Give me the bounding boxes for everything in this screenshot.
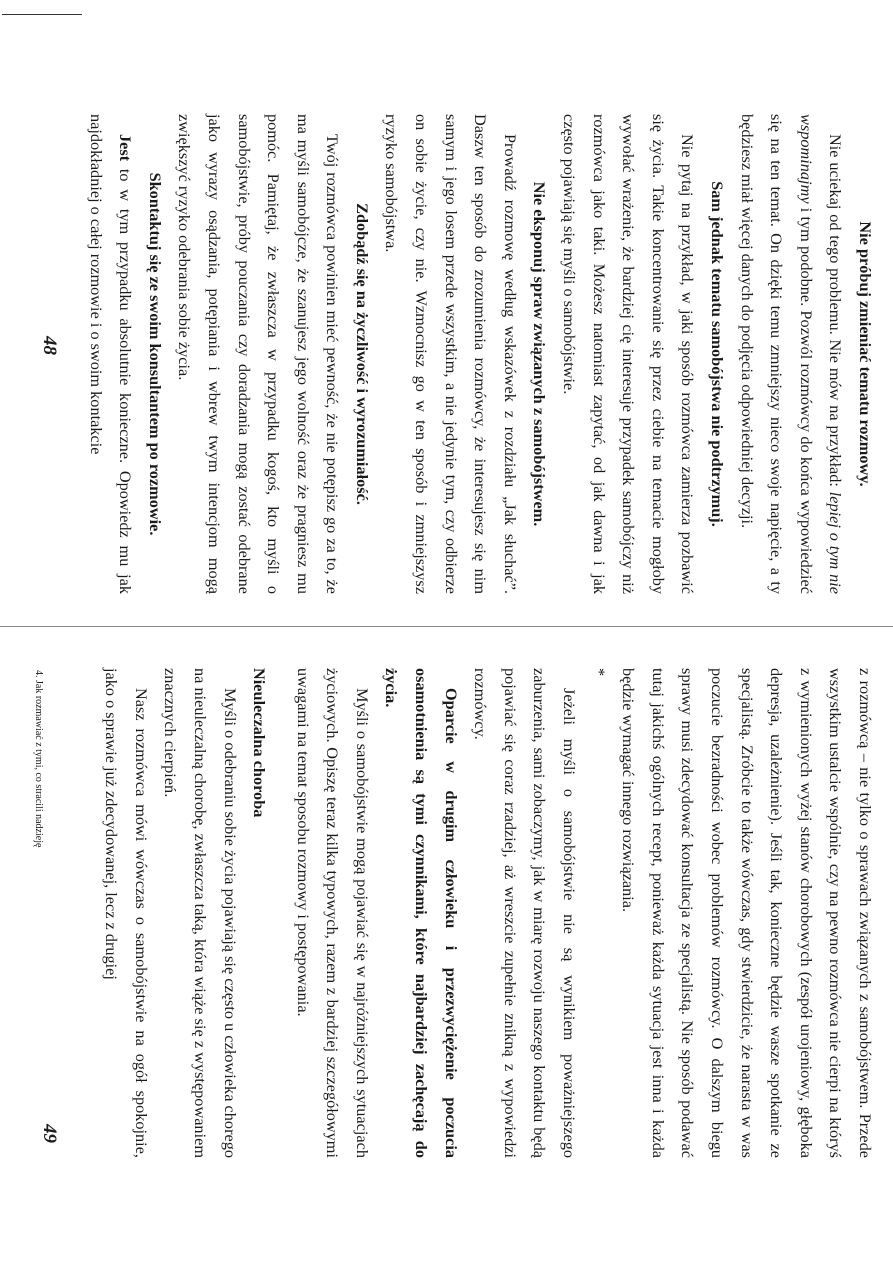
heading-zdobadz-sie: Zdobądź się na życzliwość i wyrozumiałość. <box>352 203 372 505</box>
paragraph: Twój rozmówca powinien mieć pewność, że nie potępisz go za to, że ma myśli samobójcze, że szanujesz jego wolność oraz że pragniesz mu pomóc. Pamiętaj, że zwłaszcza w przypadku kogoś, kto myśli o samobójstwie, próby pouczania czy doradzania mogą zostać odebrane jako wyrazy osądzania, potępiania i wbrew twym intencjom mogą zwiększyć ryzyko odebrania sobie życia. <box>175 114 343 594</box>
heading-sam-jednak: Sam jednak tematu samobójstwa nie podtrzymuj. <box>708 181 728 527</box>
heading-nie-probuj: Nie próbuj zmieniać tematu rozmowy. <box>856 221 875 487</box>
page-number-left: 48 <box>39 336 60 355</box>
paragraph: Nasz rozmówca mówi wówczas o samobójstwie na ogół spokojnie, jako o sprawie już zdecydowanej, lecz z drugiej <box>102 668 151 1158</box>
page-fold-line <box>0 626 893 627</box>
paragraph: Jest to w tym przypadku absolutnie konieczne. Opowiedz mu jak najdokładniej o całej rozmowie i o swoim kontakcie <box>86 114 136 594</box>
scan-line-top <box>2 14 82 15</box>
spacer <box>274 668 288 1158</box>
left-page-column <box>81 114 880 594</box>
heading-nie-eksponuj: Nie eksponuj spraw związanych z samobójstwem. <box>530 181 550 527</box>
paragraph: Jeżeli myśli o samobójstwie nie są wynikiem poważniejszego zaburzenia, sami zobaczymy, jak w miarę rozwoju naszego kontaktu będą pojawiać się coraz rzadziej, aż wreszcie zupełnie znikną z wypowiedzi rozmówcy. <box>471 668 580 1158</box>
paragraph: Myśli o odebraniu sobie życia pojawiają się często u człowieka chorego na nieuleczalną chorobę, zwłaszcza taką, która wiąże się z występowaniem znacznych cierpień. <box>161 668 240 1158</box>
paragraph: z rozmówcą – nie tylko o sprawach związanych z samobójstwem. Przede wszystkim ustalcie wspólnie, czy na pewno rozmówca nie cierpi na któryś z wymienionych wyżej stanów chorobowych (zespół urojeniowy, głęboka depresja, uzależnienie). Jeśli tak, konieczne będzie wasze spotkanie ze specjalistą. Zróbcie to także wówczas, gdy stwierdzicie, że narasta w was poczucie bezradności wobec problemów rozmówcy. O dalszym biegu sprawy musi zdecydować konsultacja ze specjalistą. Nie sposób podawać tutaj jakichś ogólnych recept, ponieważ każda sytuacja jest inna i każda będzie wymagać innego rozwiązania. <box>619 668 875 1158</box>
right-page-column <box>97 668 880 1158</box>
paragraph: Myśli o samobójstwie mogą pojawiać się w najróżniejszych sytuacjach życiowych. Opiszę teraz kilka typowych, razem z bardziej szczegółowymi uwagami na temat sposobu rozmowy i postępowania. <box>293 668 372 1158</box>
paragraph: Nie pytaj na przykład, w jaki sposób rozmówca zamierza pozbawić się życia. Takie koncentrowanie się przez ciebie na temacie mogłoby wywołać wrażenie, że bardziej cię interesuje przypadek samobójczy niż rozmówca jako taki. Możesz natomiast zapytać, od jak dawna i jak często pojawiają się myśli o samobójstwie. <box>560 114 698 594</box>
paragraph: Prowadź rozmowę według wskazówek z rozdziału „Jak słuchać”. Daszw ten sposób do zrozumienia rozmówcy, że interesujesz się nim samym i jego losem przede wszystkim, a nie jedynie tym, czy odbierze on sobie życie, czy nie. Wzmocnisz go w ten sposób i zmniejszysz ryzyko samobójstwa. <box>382 114 520 594</box>
page-number-right: 49 <box>39 1124 60 1143</box>
section-heading: Nieuleczalna choroba <box>250 668 270 818</box>
running-footer: 4. Jak rozmawiać z tymi, co stracili nadzieję <box>33 670 44 848</box>
heading-skontaktuj: Skontaktuj się ze swoim konsultantem po rozmowie. <box>145 172 165 536</box>
section-separator-star: * <box>589 668 609 677</box>
paragraph: Nie uciekaj od tego problemu. Nie mów na przykład: lepiej o tym nie wspominajmy i tym podobne. Pozwól rozmówcy do końca wypowiedzieć się na ten temat. On dzięki temu zmniejszy nieco swoje napięcie, a ty będziesz miał więcej danych do podjęcia odpowiedniej decyzji. <box>737 114 846 594</box>
paragraph-bold: Oparcie w drugim człowieku i przezwyciężenie poczucia osamotnienia są tymi czynnikami, które najbardziej zachęcają do życia. <box>382 668 461 1158</box>
